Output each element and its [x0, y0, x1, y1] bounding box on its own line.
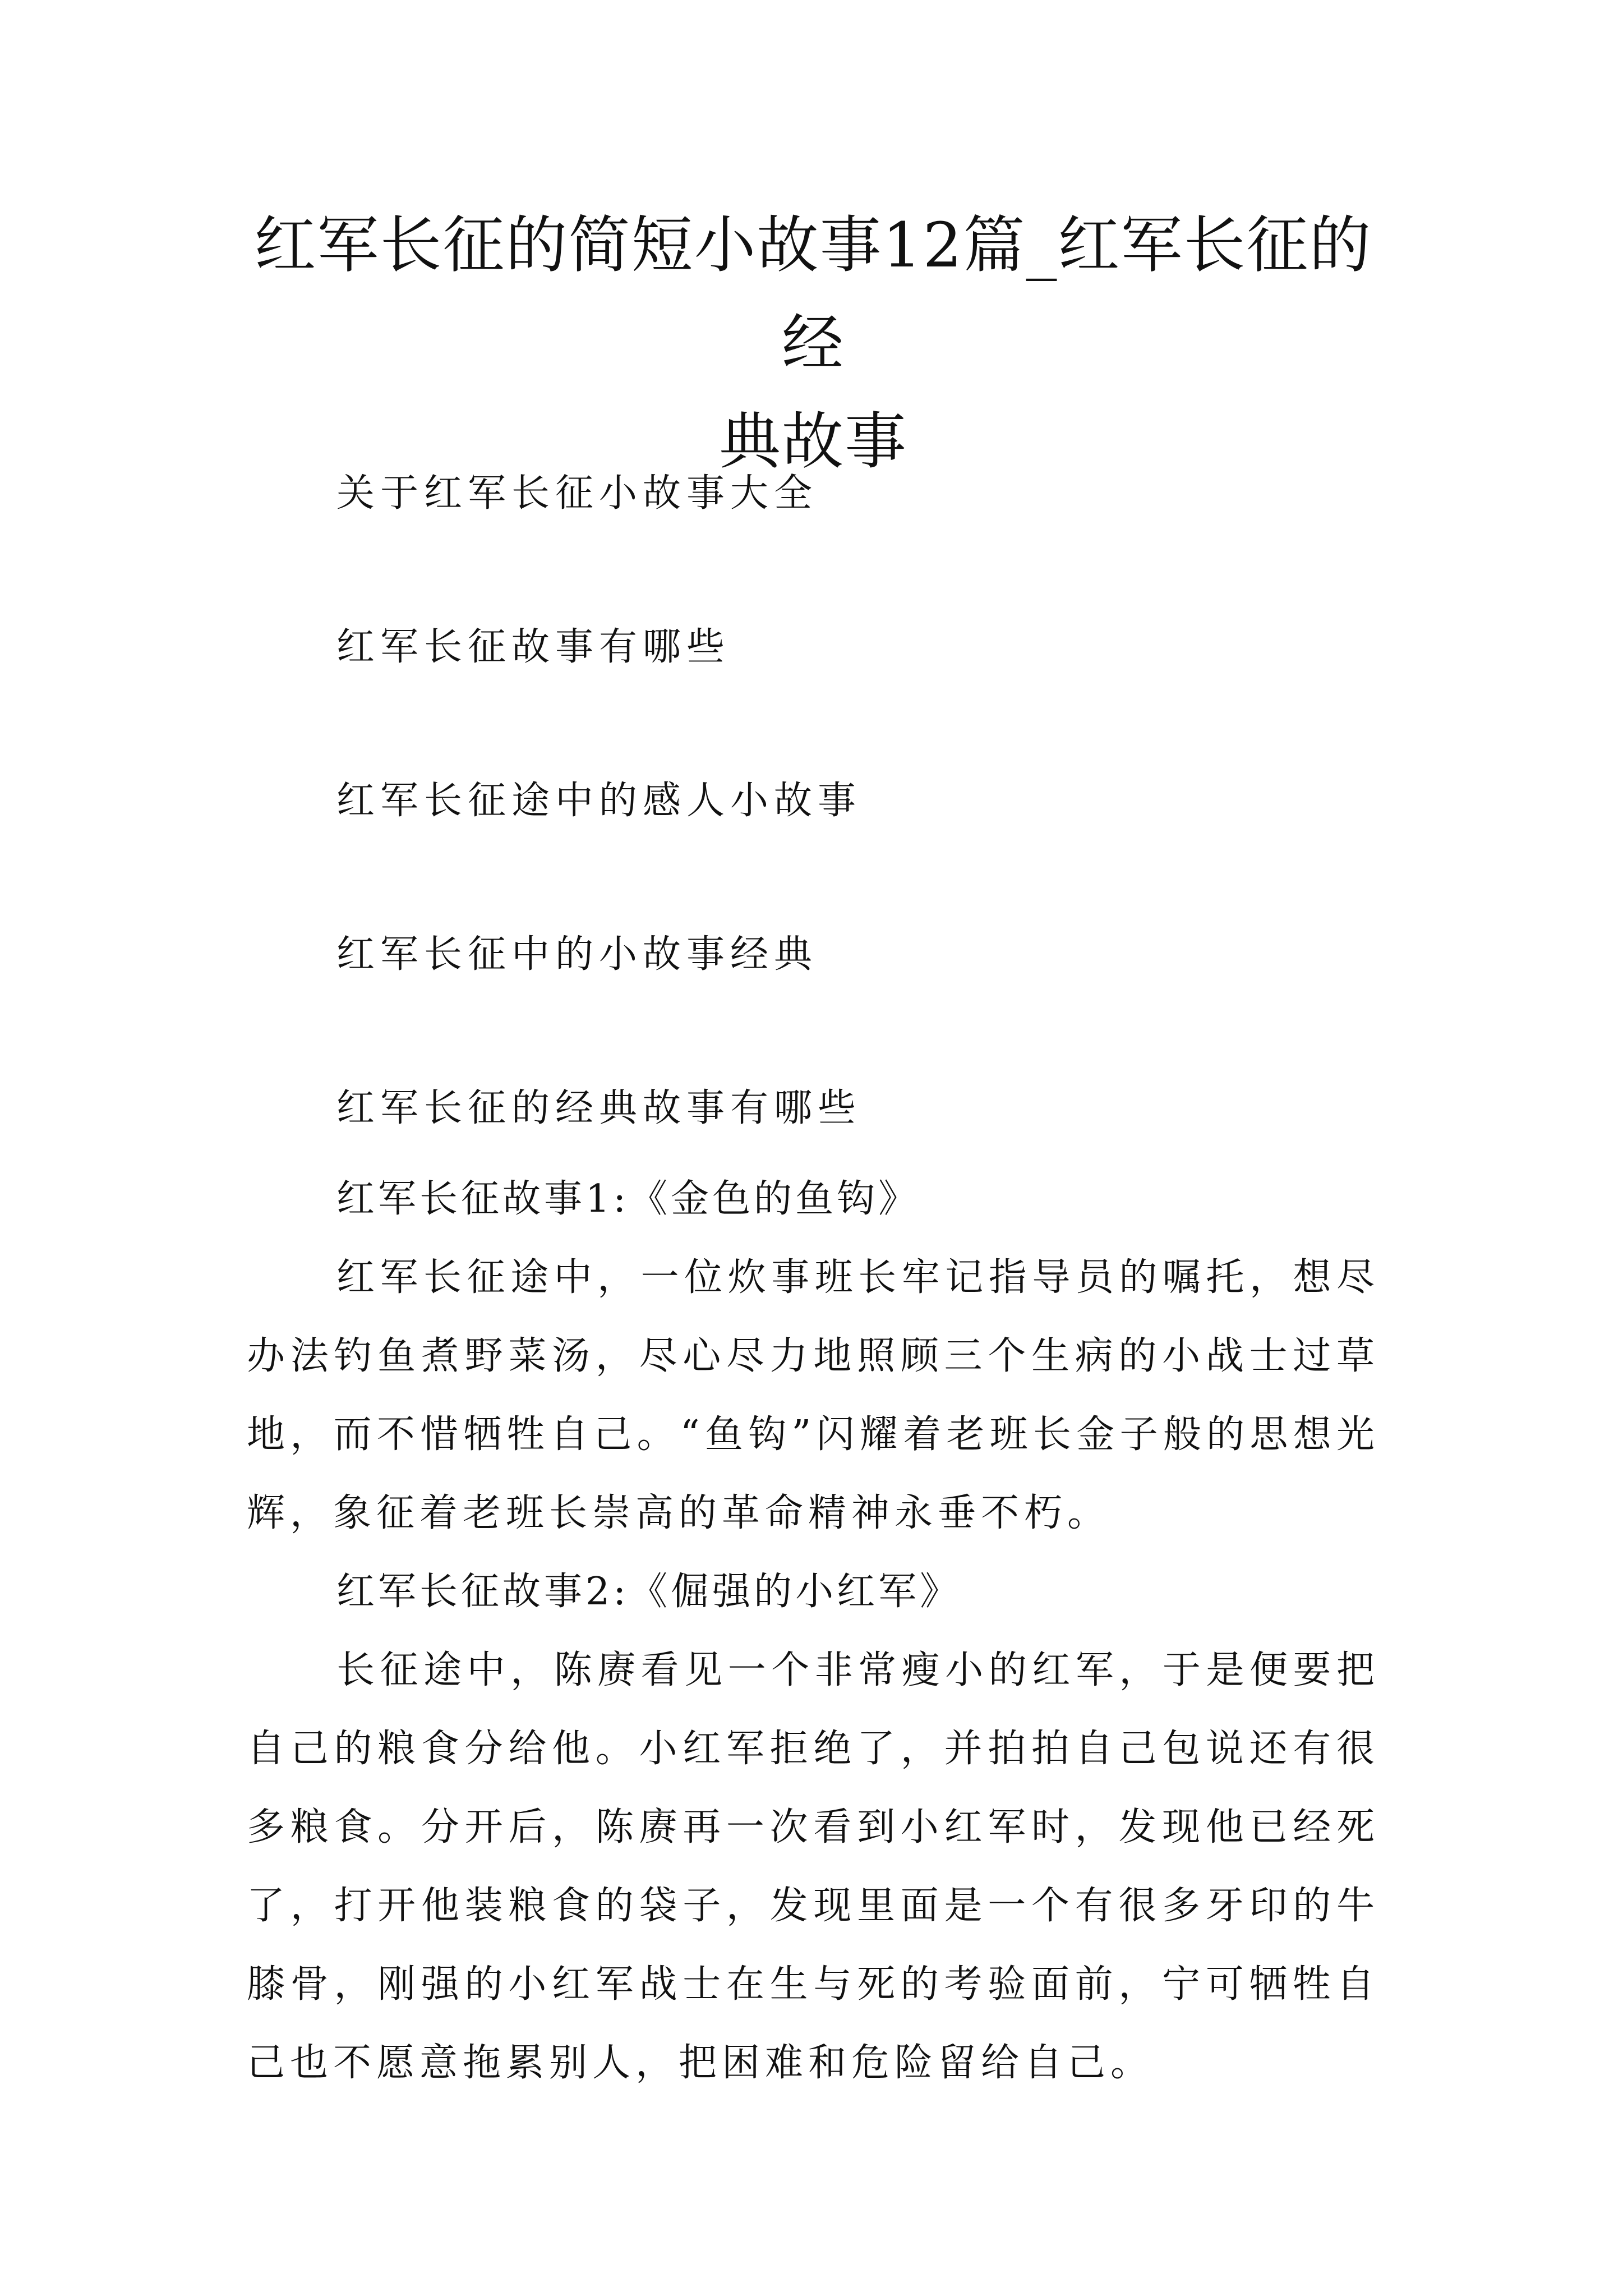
toc-item: 红军长征故事有哪些 — [336, 625, 731, 669]
story-heading: 红军长征故事2:《倔强的小红军》 — [336, 1570, 962, 1614]
story-2 — [247, 1553, 1380, 2102]
toc-item: 关于红军长征小故事大全 — [336, 471, 818, 516]
story-body: 红军长征途中，一位炊事班长牢记指导员的嘱托，想尽办法钓鱼煮野菜汤，尽心尽力地照顾三个生病的小战士过草地，而不惜牺牲自己。“鱼钩”闪耀着老班长金子般的思想光辉，象征着老班长崇高的革命精神永垂不朽。 — [247, 1255, 1380, 1535]
document-title — [247, 196, 1380, 491]
story-1 — [247, 1160, 1380, 1553]
story-heading: 红军长征故事1:《金色的鱼钩》 — [336, 1177, 920, 1221]
toc-item: 红军长征的经典故事有哪些 — [336, 1086, 862, 1130]
toc-item: 红军长征途中的感人小故事 — [336, 779, 862, 823]
document-title-line-1: 红军长征的简短小故事12篇_红军长征的经 — [254, 209, 1372, 379]
table-of-contents — [336, 466, 1402, 1137]
story-list — [247, 1160, 1380, 2102]
document-title-line-2: 典故事 — [719, 406, 907, 477]
story-body: 长征途中，陈赓看见一个非常瘦小的红军，于是便要把自己的粮食分给他。小红军拒绝了，并拍拍自己包说还有很多粮食。分开后，陈赓再一次看到小红军时，发现他已经死了，打开他装粮食的袋子，发现里面是一个有很多牙印的牛膝骨，刚强的小红军战士在生与死的考验面前，宁可牺牲自己也不愿意拖累别人，把困难和危险留给自己。 — [247, 1648, 1380, 2085]
toc-item: 红军长征中的小故事经典 — [336, 932, 818, 977]
